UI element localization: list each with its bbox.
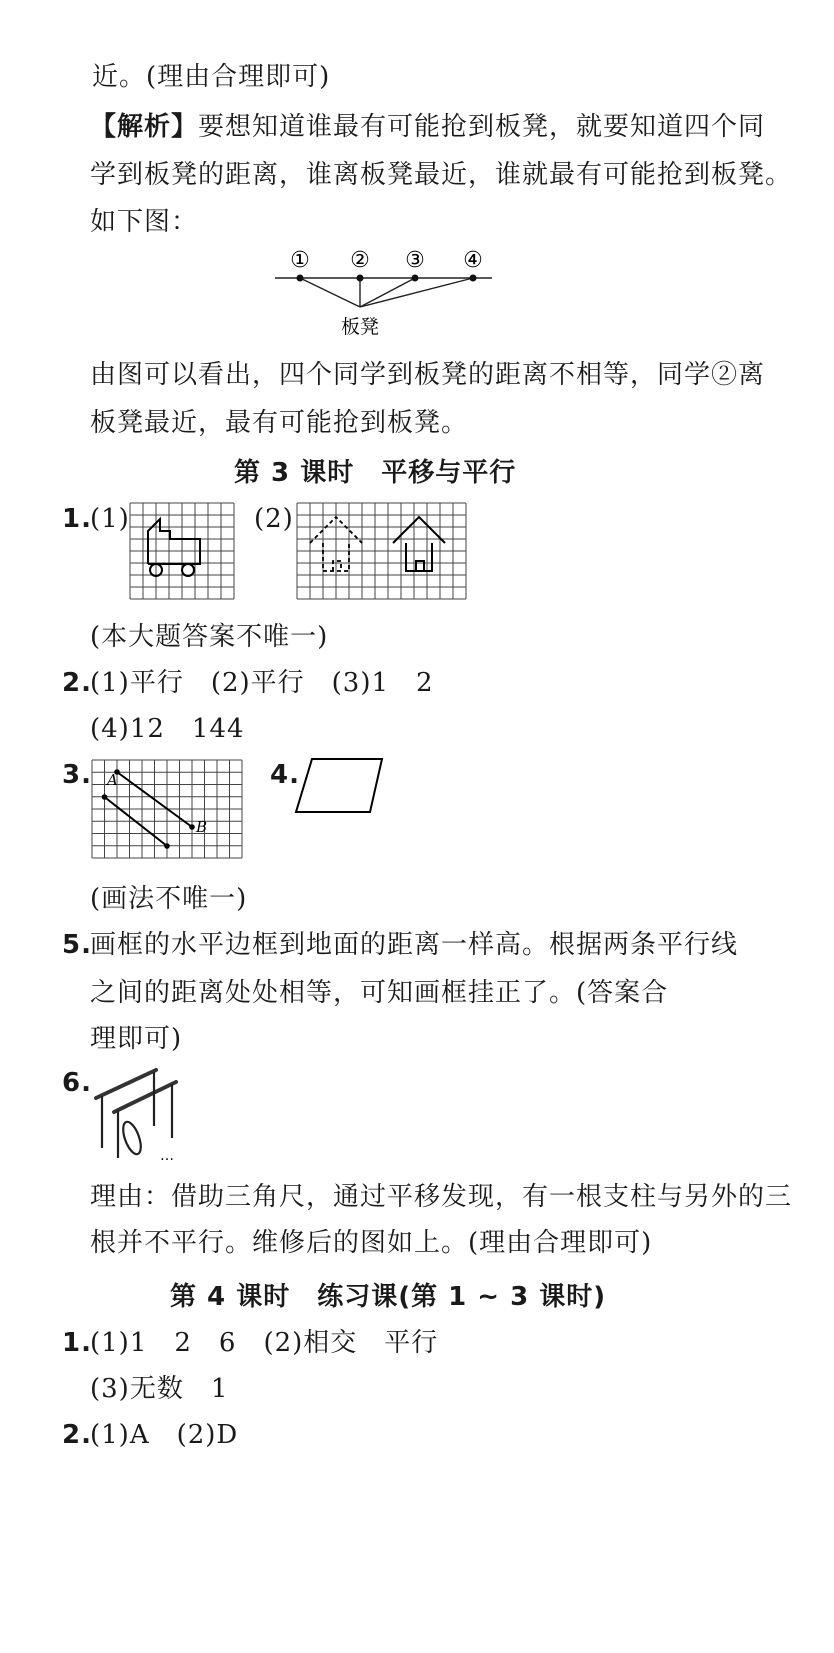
q1-part-2: (2) — [254, 504, 294, 534]
point-b-label: B — [196, 818, 208, 836]
conclusion-line-2: 板凳最近，最有可能抢到板凳。 — [90, 408, 469, 438]
q6-line-2: 根并不平行。维修后的图如上。(理由合理即可) — [90, 1228, 653, 1258]
q6-number: 6. — [62, 1068, 92, 1098]
q1-grid-houses — [297, 503, 467, 599]
l4-q2-number: 2. — [62, 1420, 92, 1450]
q4-parallelogram — [290, 756, 390, 816]
q5-line-1: 画框的水平边框到地面的距离一样高。根据两条平行线 — [90, 930, 739, 960]
q2-line-2: (4)12 144 — [90, 714, 245, 744]
bench-label: 板凳 — [340, 316, 380, 338]
bench-distance-figure — [270, 245, 500, 345]
q4-number: 4. — [270, 760, 300, 790]
q1-number: 1. — [62, 504, 92, 534]
q1-note: (本大题答案不唯一) — [90, 622, 329, 652]
analysis-line-1: 要想知道谁最有可能抢到板凳，就要知道四个同 — [198, 112, 766, 142]
q5-number: 5. — [62, 930, 92, 960]
analysis-paragraph — [90, 110, 765, 144]
student-label-1: ① — [290, 248, 310, 273]
q5-line-3: 理即可) — [90, 1024, 183, 1054]
q3-note: (画法不唯一) — [90, 884, 248, 914]
l4-q2-line-1: (1)A (2)D — [90, 1420, 239, 1450]
q2-number: 2. — [62, 668, 92, 698]
analysis-tag: 【解析】 — [90, 112, 199, 142]
q3-grid-parallel — [92, 760, 242, 858]
q1-grid-car — [130, 503, 234, 599]
q3-number: 3. — [62, 760, 92, 790]
conclusion-line-1: 由图可以看出，四个同学到板凳的距离不相等，同学②离 — [90, 360, 766, 390]
q6-parallel-bars — [90, 1066, 190, 1166]
q6-dots: … — [160, 1148, 174, 1164]
l4-q1-line-2: (3)无数 1 — [90, 1374, 229, 1404]
student-label-2: ② — [350, 248, 370, 273]
student-label-4: ④ — [463, 248, 483, 273]
point-a-label: A — [107, 771, 118, 789]
q5-line-2: 之间的距离处处相等，可知画框挂正了。(答案合 — [90, 978, 669, 1008]
intro-line-1: 近。(理由合理即可) — [92, 62, 331, 92]
analysis-line-3: 如下图： — [90, 207, 199, 237]
l4-q1-number: 1. — [62, 1328, 92, 1358]
q6-line-1: 理由：借助三角尺，通过平移发现，有一根支柱与另外的三 — [90, 1182, 793, 1212]
lesson-3-title: 第 3 课时 平移与平行 — [234, 458, 517, 488]
lesson-4-title: 第 4 课时 练习课(第 1 ~ 3 课时) — [170, 1282, 607, 1312]
analysis-line-2: 学到板凳的距离，谁离板凳最近，谁就最有可能抢到板凳。 — [90, 160, 793, 190]
student-label-3: ③ — [405, 248, 425, 273]
q1-part-1: (1) — [90, 504, 130, 534]
q2-line-1: (1)平行 (2)平行 (3)1 2 — [90, 668, 434, 698]
l4-q1-line-1: (1)1 2 6 (2)相交 平行 — [90, 1328, 439, 1358]
